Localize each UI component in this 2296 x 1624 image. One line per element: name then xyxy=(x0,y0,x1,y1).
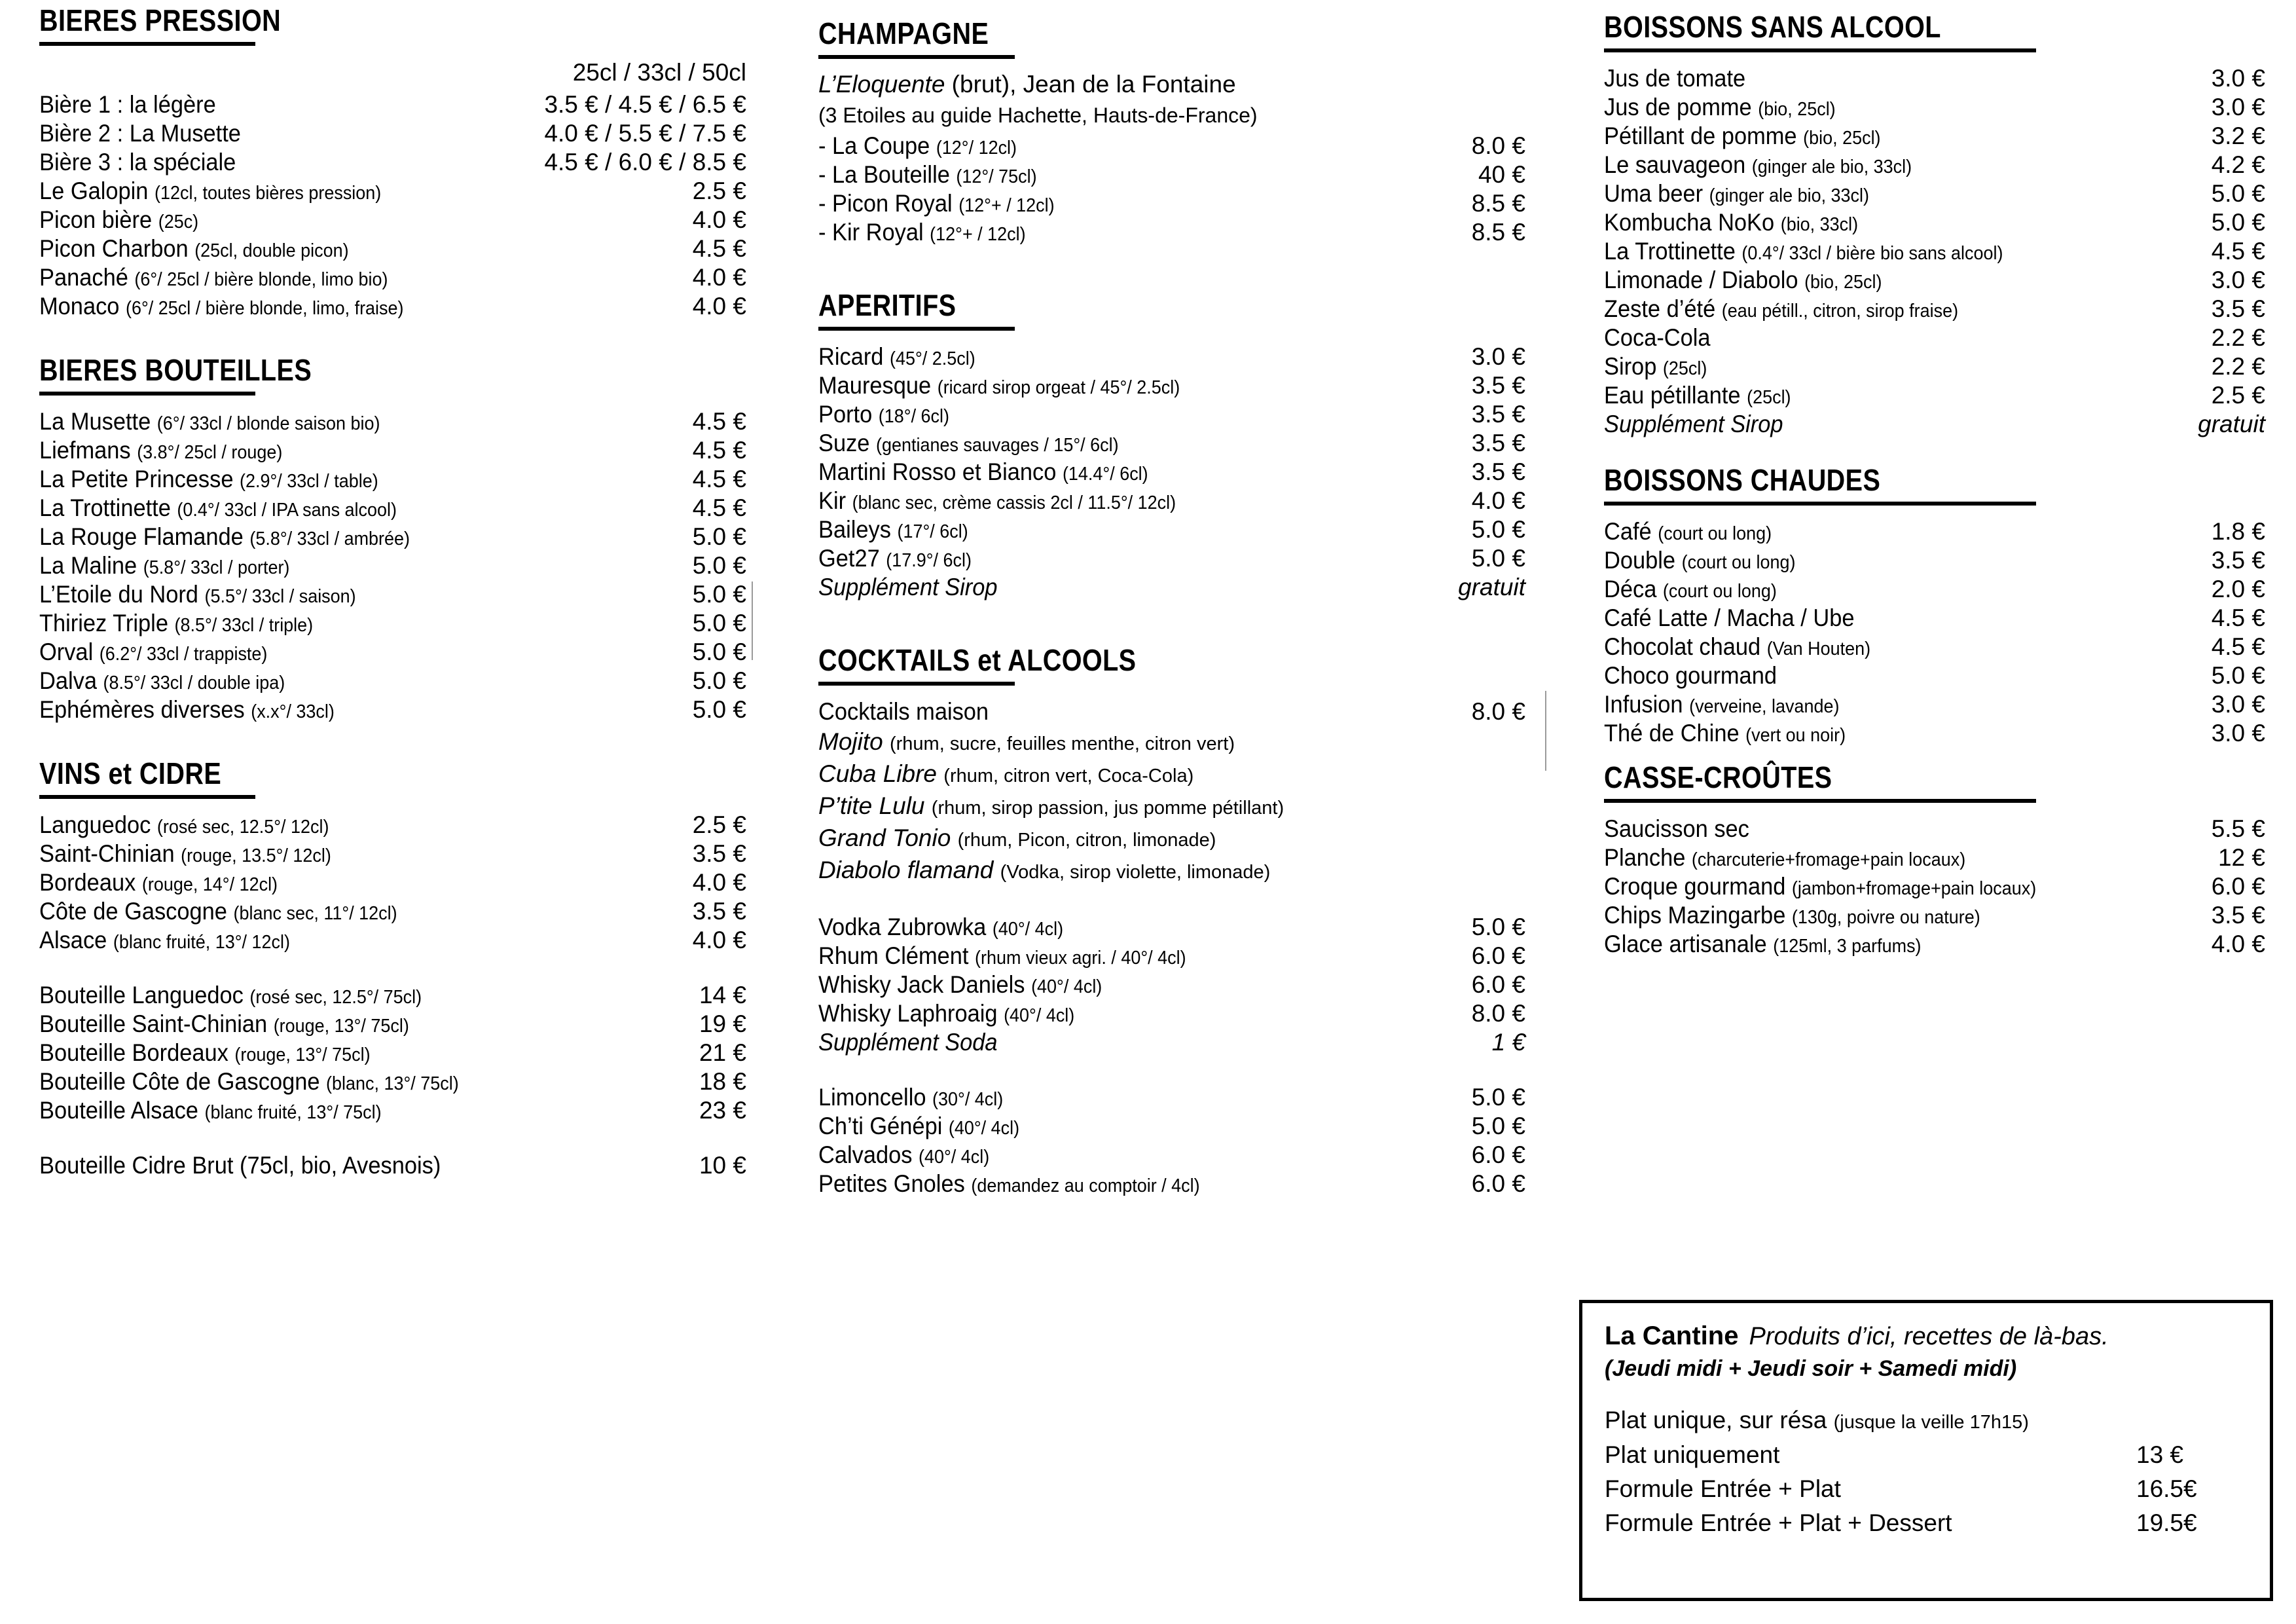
section-title: BIERES BOUTEILLES xyxy=(39,353,312,387)
section-champagne xyxy=(818,18,1525,247)
item-name: Café Latte / Macha / Ube xyxy=(1604,604,1855,631)
column-right xyxy=(1604,12,2265,959)
item-name: Liefmans (3.8°/ 25cl / rouge) xyxy=(39,437,283,464)
item-price: 10 € xyxy=(699,1152,746,1179)
section-title: BIERES PRESSION xyxy=(39,3,282,37)
item-name: L’Etoile du Nord (5.5°/ 33cl / saison) xyxy=(39,581,356,608)
item-name: Languedoc (rosé sec, 12.5°/ 12cl) xyxy=(39,811,329,838)
item-name: Uma beer (ginger ale bio, 33cl) xyxy=(1604,180,1870,207)
item-price: 5.0 € xyxy=(2211,209,2265,236)
item-name: Supplément Soda xyxy=(818,1028,998,1056)
section-rule xyxy=(1604,502,2036,506)
item-price: 3.0 € xyxy=(1471,342,1525,370)
menu-row xyxy=(39,840,746,868)
item-name: La Maline (5.8°/ 33cl / porter) xyxy=(39,552,290,579)
menu-row xyxy=(1604,151,2265,179)
item-name: Monaco (6°/ 25cl / bière blonde, limo, fraise) xyxy=(39,293,404,320)
item-price: 8.5 € xyxy=(1471,189,1525,217)
item-price: 2.2 € xyxy=(2211,353,2265,380)
item-name: Bordeaux (rouge, 14°/ 12cl) xyxy=(39,869,278,896)
section-title: CASSE-CROÛTES xyxy=(1604,760,1832,794)
item-price: 18 € xyxy=(699,1068,746,1095)
menu-row xyxy=(39,1010,746,1039)
menu-row xyxy=(818,1170,1525,1198)
menu-row xyxy=(39,119,746,148)
item-name: Kombucha NoKo (bio, 33cl) xyxy=(1604,209,1859,236)
menu-row xyxy=(818,913,1525,942)
menu-row xyxy=(1604,93,2265,122)
item-price: 2.5 € xyxy=(692,811,746,838)
section-title: BOISSONS CHAUDES xyxy=(1604,463,1881,497)
item-price: 3.5 € xyxy=(1471,429,1525,456)
column-divider-right xyxy=(1545,691,1546,771)
item-price: 5.0 € xyxy=(2211,662,2265,689)
menu-row xyxy=(1604,208,2265,237)
section-rule xyxy=(1604,799,2036,803)
item-name: Jus de pomme (bio, 25cl) xyxy=(1604,94,1836,120)
item-name: Coca-Cola xyxy=(1604,324,1711,351)
item-price: 3.5 € xyxy=(692,840,746,867)
item-name: Ephémères diverses (x.x°/ 33cl) xyxy=(39,696,335,723)
menu-row xyxy=(818,1028,1525,1057)
cocktail-description: Mojito (rhum, sucre, feuilles menthe, citron vert) xyxy=(818,728,1235,755)
section-rule xyxy=(39,392,255,396)
cocktail-description: P’tite Lulu (rhum, sirop passion, jus pomme pétillant) xyxy=(818,792,1285,819)
menu-row xyxy=(1604,410,2265,439)
item-price: 2.5 € xyxy=(692,177,746,204)
menu-row xyxy=(1604,122,2265,151)
item-name: Limonade / Diabolo (bio, 25cl) xyxy=(1604,267,1882,293)
item-price: 3.5 € xyxy=(2211,547,2265,574)
section-vins-et-cidre xyxy=(39,758,746,1180)
item-price: 5.0 € xyxy=(1471,544,1525,572)
item-price: 3.0 € xyxy=(2211,65,2265,92)
menu-row xyxy=(1604,815,2265,843)
menu-row xyxy=(39,981,746,1010)
cantine-price: 13 € xyxy=(2136,1441,2184,1468)
item-sub: (6°/ 25cl / bière blonde, limo, fraise) xyxy=(125,298,404,319)
item-price: 4.2 € xyxy=(2211,151,2265,178)
menu-row xyxy=(818,1112,1525,1141)
item-name: Bouteille Languedoc (rosé sec, 12.5°/ 75cl) xyxy=(39,982,422,1008)
item-name: Bière 1 : la légère xyxy=(39,91,216,118)
menu-row xyxy=(1604,633,2265,661)
section-bieres-bouteilles xyxy=(39,355,746,724)
menu-row xyxy=(1604,843,2265,872)
menu-row xyxy=(1604,546,2265,575)
item-name: Bouteille Alsace (blanc fruité, 13°/ 75cl) xyxy=(39,1097,382,1124)
item-name: Chocolat chaud (Van Houten) xyxy=(1604,633,1871,660)
item-price: 21 € xyxy=(699,1039,746,1066)
item-name: Petites Gnoles (demandez au comptoir / 4cl) xyxy=(818,1170,1200,1197)
item-price: 5.0 € xyxy=(692,581,746,608)
item-name: - Picon Royal (12°+ / 12cl) xyxy=(818,189,1055,217)
section-title: APERITIFS xyxy=(818,287,957,322)
section-title: BOISSONS SANS ALCOOL xyxy=(1604,10,1941,44)
item-price: 1.8 € xyxy=(2211,518,2265,545)
item-name: Limoncello (30°/ 4cl) xyxy=(818,1083,1004,1111)
item-sub: (6°/ 25cl / bière blonde, limo bio) xyxy=(134,269,388,290)
item-price: 3.0 € xyxy=(2211,267,2265,293)
item-name: Choco gourmand xyxy=(1604,662,1777,689)
item-name: Pétillant de pomme (bio, 25cl) xyxy=(1604,122,1881,149)
column-left xyxy=(39,5,746,1180)
menu-row xyxy=(39,926,746,955)
menu-row xyxy=(818,342,1525,371)
item-price: 12 € xyxy=(2217,844,2265,871)
item-price: 8.0 € xyxy=(1471,132,1525,159)
item-name: La Trottinette (0.4°/ 33cl / IPA sans alcool) xyxy=(39,494,397,521)
item-price: 6.0 € xyxy=(2211,873,2265,900)
cantine-tagline: Produits d’ici, recettes de là-bas. xyxy=(1749,1323,2109,1350)
item-price: 6.0 € xyxy=(1471,1170,1525,1197)
menu-row xyxy=(1604,381,2265,410)
item-price: 3.0 € xyxy=(2211,720,2265,747)
cantine-row xyxy=(1605,1472,2248,1506)
item-price: 4.5 € xyxy=(692,437,746,464)
section-rule xyxy=(39,795,255,799)
section-cocktails-et-alcools xyxy=(818,642,1525,1198)
item-name: Saucisson sec xyxy=(1604,815,1749,842)
cantine-title: La Cantine Produits d’ici, recettes de là-bas. xyxy=(1605,1321,2109,1350)
item-price: 3.5 € xyxy=(2211,902,2265,929)
item-name: Vodka Zubrowka (40°/ 4cl) xyxy=(818,913,1064,940)
section-casse-croutes xyxy=(1604,762,2265,959)
menu-row xyxy=(39,436,746,465)
cantine-price: 16.5€ xyxy=(2136,1475,2197,1502)
item-price: gratuit xyxy=(2198,411,2265,437)
cantine-price: 19.5€ xyxy=(2136,1509,2197,1536)
menu-row xyxy=(39,234,746,263)
item-price: 2.0 € xyxy=(2211,576,2265,602)
item-name: Thé de Chine (vert ou noir) xyxy=(1604,720,1846,747)
item-sub: (25c) xyxy=(158,212,199,232)
menu-row xyxy=(39,465,746,494)
item-name: Eau pétillante (25cl) xyxy=(1604,382,1791,409)
menu-row xyxy=(39,148,746,177)
menu-row xyxy=(1604,266,2265,295)
item-name: La Musette (6°/ 33cl / blonde saison bio) xyxy=(39,408,380,435)
section-rule xyxy=(818,682,1015,686)
section-boissons-sans-alcool xyxy=(1604,12,2265,439)
item-price: 5.0 € xyxy=(692,696,746,723)
item-name: Ricard (45°/ 2.5cl) xyxy=(818,342,975,370)
menu-row xyxy=(818,697,1525,726)
item-name: Supplément Sirop xyxy=(818,573,998,600)
item-price: 3.0 € xyxy=(2211,691,2265,718)
menu-row xyxy=(39,1096,746,1125)
menu-row xyxy=(39,407,746,436)
item-name: - La Bouteille (12°/ 75cl) xyxy=(818,160,1037,188)
cocktail-description: Diabolo flamand (Vodka, sirop violette, limonade) xyxy=(818,856,1271,883)
menu-row xyxy=(39,551,746,580)
menu-row xyxy=(818,371,1525,400)
section-boissons-chaudes xyxy=(1604,465,2265,748)
section-title: CHAMPAGNE xyxy=(818,16,989,50)
menu-row xyxy=(1604,64,2265,93)
item-price: gratuit xyxy=(1458,573,1525,600)
menu-row xyxy=(1604,323,2265,352)
item-price: 3.2 € xyxy=(2211,122,2265,149)
item-price: 4.0 € xyxy=(2211,931,2265,957)
menu-row xyxy=(39,638,746,667)
item-name: Calvados (40°/ 4cl) xyxy=(818,1141,990,1168)
cantine-label: Formule Entrée + Plat xyxy=(1605,1475,1841,1502)
item-sub: (12cl, toutes bières pression) xyxy=(155,183,382,204)
cantine-row xyxy=(1605,1438,2248,1472)
item-price: 23 € xyxy=(699,1097,746,1124)
item-price: 6.0 € xyxy=(1471,942,1525,969)
item-sub: (25cl, double picon) xyxy=(194,240,349,261)
item-name: Croque gourmand (jambon+fromage+pain locaux) xyxy=(1604,873,2037,900)
menu-row xyxy=(39,897,746,926)
item-price: 8.0 € xyxy=(1471,697,1525,725)
item-name: Le Galopin (12cl, toutes bières pression) xyxy=(39,177,382,204)
item-name: Bière 3 : la spéciale xyxy=(39,149,236,175)
item-price: 5.0 € xyxy=(1471,1112,1525,1139)
menu-row xyxy=(818,458,1525,487)
menu-row xyxy=(1604,604,2265,633)
size-header: 25cl / 33cl / 50cl xyxy=(572,59,746,86)
item-price: 8.5 € xyxy=(1471,218,1525,246)
menu-row xyxy=(818,1083,1525,1112)
item-name: Jus de tomate xyxy=(1604,65,1746,92)
item-price: 3.5 € xyxy=(692,898,746,925)
menu-row xyxy=(818,515,1525,544)
item-name: Bière 2 : La Musette xyxy=(39,120,241,147)
menu-row xyxy=(818,544,1525,573)
item-price: 1 € xyxy=(1491,1028,1525,1056)
item-price: 3.5 € xyxy=(1471,400,1525,428)
menu-row xyxy=(39,206,746,234)
menu-row xyxy=(1604,575,2265,604)
item-name: Picon Charbon (25cl, double picon) xyxy=(39,235,349,262)
menu-row xyxy=(1604,661,2265,690)
menu-row xyxy=(39,580,746,609)
item-name: Kir (blanc sec, crème cassis 2cl / 11.5°/ 12cl) xyxy=(818,487,1176,514)
item-price: 4.5 € xyxy=(692,466,746,492)
menu-row xyxy=(818,487,1525,515)
item-price: 5.0 € xyxy=(1471,515,1525,543)
item-name: Get27 (17.9°/ 6cl) xyxy=(818,544,972,572)
cantine-row xyxy=(1605,1506,2248,1540)
menu-row xyxy=(39,1067,746,1096)
item-price: 4.5 € / 6.0 € / 8.5 € xyxy=(544,149,746,175)
item-price: 3.5 € xyxy=(2211,295,2265,322)
menu-row xyxy=(1604,352,2265,381)
item-name: Chips Mazingarbe (130g, poivre ou nature) xyxy=(1604,902,1980,929)
menu-row xyxy=(1604,930,2265,959)
item-name: Glace artisanale (125ml, 3 parfums) xyxy=(1604,931,1922,957)
item-price: 5.0 € xyxy=(692,552,746,579)
item-price: 2.2 € xyxy=(2211,324,2265,351)
item-name: Porto (18°/ 6cl) xyxy=(818,400,950,428)
item-price: 40 € xyxy=(1478,160,1525,188)
menu-row xyxy=(39,263,746,292)
item-price: 4.0 € xyxy=(692,293,746,320)
champagne-note: (3 Etoiles au guide Hachette, Hauts-de-France) xyxy=(818,103,1258,127)
menu-row xyxy=(818,1141,1525,1170)
menu-row xyxy=(1604,719,2265,748)
item-name: Bouteille Bordeaux (rouge, 13°/ 75cl) xyxy=(39,1039,371,1066)
item-name: Suze (gentianes sauvages / 15°/ 6cl) xyxy=(818,429,1119,456)
item-name: Orval (6.2°/ 33cl / trappiste) xyxy=(39,638,268,665)
item-price: 5.0 € xyxy=(692,523,746,550)
menu-row xyxy=(39,177,746,206)
cantine-label: Plat uniquement xyxy=(1605,1441,1780,1468)
item-name: Whisky Jack Daniels (40°/ 4cl) xyxy=(818,970,1102,998)
cocktail-description: Grand Tonio (rhum, Picon, citron, limonade) xyxy=(818,824,1216,851)
menu-row xyxy=(1604,517,2265,546)
item-price: 2.5 € xyxy=(2211,382,2265,409)
item-price: 4.0 € / 5.5 € / 7.5 € xyxy=(544,120,746,147)
item-name: Déca (court ou long) xyxy=(1604,576,1777,602)
menu-row xyxy=(818,429,1525,458)
item-name: Double (court ou long) xyxy=(1604,547,1796,574)
item-price: 5.0 € xyxy=(1471,913,1525,940)
menu-row xyxy=(1604,872,2265,901)
item-name: Le sauvageon (ginger ale bio, 33cl) xyxy=(1604,151,1912,178)
section-title: VINS et CIDRE xyxy=(39,756,222,790)
item-name: - La Coupe (12°/ 12cl) xyxy=(818,132,1017,159)
item-name: Bouteille Saint-Chinian (rouge, 13°/ 75cl) xyxy=(39,1010,409,1037)
menu-row xyxy=(39,90,746,119)
menu-row xyxy=(39,695,746,724)
item-name: Côte de Gascogne (blanc sec, 11°/ 12cl) xyxy=(39,898,397,925)
menu-row xyxy=(818,132,1525,160)
section-bieres-pression xyxy=(39,5,746,321)
item-price: 5.0 € xyxy=(692,610,746,637)
menu-row xyxy=(818,400,1525,429)
item-price: 3.0 € xyxy=(2211,94,2265,120)
item-price: 4.0 € xyxy=(692,206,746,233)
item-name: Sirop (25cl) xyxy=(1604,353,1707,380)
menu-row xyxy=(1604,690,2265,719)
item-price: 4.5 € xyxy=(692,408,746,435)
item-name: Infusion (verveine, lavande) xyxy=(1604,691,1840,718)
item-price: 6.0 € xyxy=(1471,1141,1525,1168)
menu-row xyxy=(818,999,1525,1028)
item-name: Panaché (6°/ 25cl / bière blonde, limo bio) xyxy=(39,264,388,291)
champagne-producer: L’Eloquente (brut), Jean de la Fontaine xyxy=(818,71,1236,98)
item-name: La Trottinette (0.4°/ 33cl / bière bio sans alcool) xyxy=(1604,238,2003,265)
item-name: Saint-Chinian (rouge, 13.5°/ 12cl) xyxy=(39,840,331,867)
menu-row xyxy=(1604,237,2265,266)
item-price: 5.0 € xyxy=(2211,180,2265,207)
item-price: 5.0 € xyxy=(692,638,746,665)
item-price: 4.5 € xyxy=(2211,604,2265,631)
menu-row xyxy=(1604,901,2265,930)
item-price: 3.5 € xyxy=(1471,371,1525,399)
item-name: Bouteille Cidre Brut (75cl, bio, Avesnois) xyxy=(39,1152,441,1179)
item-name: Café (court ou long) xyxy=(1604,518,1772,545)
item-name: Cocktails maison xyxy=(818,697,989,725)
menu-row xyxy=(39,1039,746,1067)
menu-row xyxy=(818,942,1525,970)
section-rule xyxy=(818,327,1015,331)
item-price: 3.5 € / 4.5 € / 6.5 € xyxy=(544,91,746,118)
item-price: 19 € xyxy=(699,1010,746,1037)
item-price: 4.5 € xyxy=(2211,633,2265,660)
item-name: Mauresque (ricard sirop orgeat / 45°/ 2.5cl) xyxy=(818,371,1180,399)
item-price: 4.0 € xyxy=(692,869,746,896)
item-name: Supplément Sirop xyxy=(1604,411,1783,437)
section-rule xyxy=(818,55,1015,59)
cantine-note: Plat unique, sur résa (jusque la veille 17h15) xyxy=(1605,1407,2029,1433)
section-rule xyxy=(39,42,255,46)
item-price: 4.5 € xyxy=(2211,238,2265,265)
item-name: - Kir Royal (12°+ / 12cl) xyxy=(818,218,1026,246)
item-name: Alsace (blanc fruité, 13°/ 12cl) xyxy=(39,927,290,953)
la-cantine-box xyxy=(1579,1300,2273,1601)
item-name: La Petite Princesse (2.9°/ 33cl / table) xyxy=(39,466,378,492)
item-name: Dalva (8.5°/ 33cl / double ipa) xyxy=(39,667,285,694)
column-divider-left xyxy=(752,581,753,660)
item-name: Zeste d’été (eau pétill., citron, sirop fraise) xyxy=(1604,295,1959,322)
item-price: 8.0 € xyxy=(1471,999,1525,1027)
item-name: Thiriez Triple (8.5°/ 33cl / triple) xyxy=(39,610,314,637)
menu-row xyxy=(818,160,1525,189)
menu-row xyxy=(39,868,746,897)
menu-row xyxy=(39,1151,746,1180)
item-name: Rhum Clément (rhum vieux agri. / 40°/ 4cl) xyxy=(818,942,1186,969)
item-price: 5.5 € xyxy=(2211,815,2265,842)
menu-row xyxy=(1604,179,2265,208)
menu-row xyxy=(818,218,1525,247)
item-price: 5.0 € xyxy=(692,667,746,694)
menu-row xyxy=(39,523,746,551)
menu-row xyxy=(818,573,1525,602)
section-aperitifs xyxy=(818,287,1525,602)
menu-row xyxy=(39,667,746,695)
section-rule xyxy=(1604,48,2036,52)
menu-row xyxy=(39,494,746,523)
menu-row xyxy=(39,609,746,638)
item-name: La Rouge Flamande (5.8°/ 33cl / ambrée) xyxy=(39,523,410,550)
menu-row xyxy=(39,811,746,840)
item-price: 4.0 € xyxy=(1471,487,1525,514)
item-price: 5.0 € xyxy=(1471,1083,1525,1111)
item-name: Planche (charcuterie+fromage+pain locaux) xyxy=(1604,844,1966,871)
item-price: 6.0 € xyxy=(1471,970,1525,998)
item-name: Bouteille Côte de Gascogne (blanc, 13°/ 75cl) xyxy=(39,1068,459,1095)
item-price: 14 € xyxy=(699,982,746,1008)
cocktail-description: Cuba Libre (rhum, citron vert, Coca-Cola) xyxy=(818,760,1194,787)
cantine-label: Formule Entrée + Plat + Dessert xyxy=(1605,1509,1952,1536)
section-title: COCKTAILS et ALCOOLS xyxy=(818,642,1137,677)
cantine-days: (Jeudi midi + Jeudi soir + Samedi midi) xyxy=(1605,1356,2017,1381)
item-price: 4.5 € xyxy=(692,235,746,262)
menu-row xyxy=(1604,295,2265,323)
item-price: 4.5 € xyxy=(692,494,746,521)
item-name: Ch’ti Génépi (40°/ 4cl) xyxy=(818,1112,1020,1139)
item-name: Whisky Laphroaig (40°/ 4cl) xyxy=(818,999,1075,1027)
item-price: 4.0 € xyxy=(692,264,746,291)
item-price: 4.0 € xyxy=(692,927,746,953)
menu-row xyxy=(39,292,746,321)
column-middle xyxy=(818,18,1525,1198)
menu-row xyxy=(818,189,1525,218)
item-price: 3.5 € xyxy=(1471,458,1525,485)
item-name: Martini Rosso et Bianco (14.4°/ 6cl) xyxy=(818,458,1148,485)
item-name: Picon bière (25c) xyxy=(39,206,199,233)
menu-row xyxy=(818,970,1525,999)
item-name: Baileys (17°/ 6cl) xyxy=(818,515,968,543)
